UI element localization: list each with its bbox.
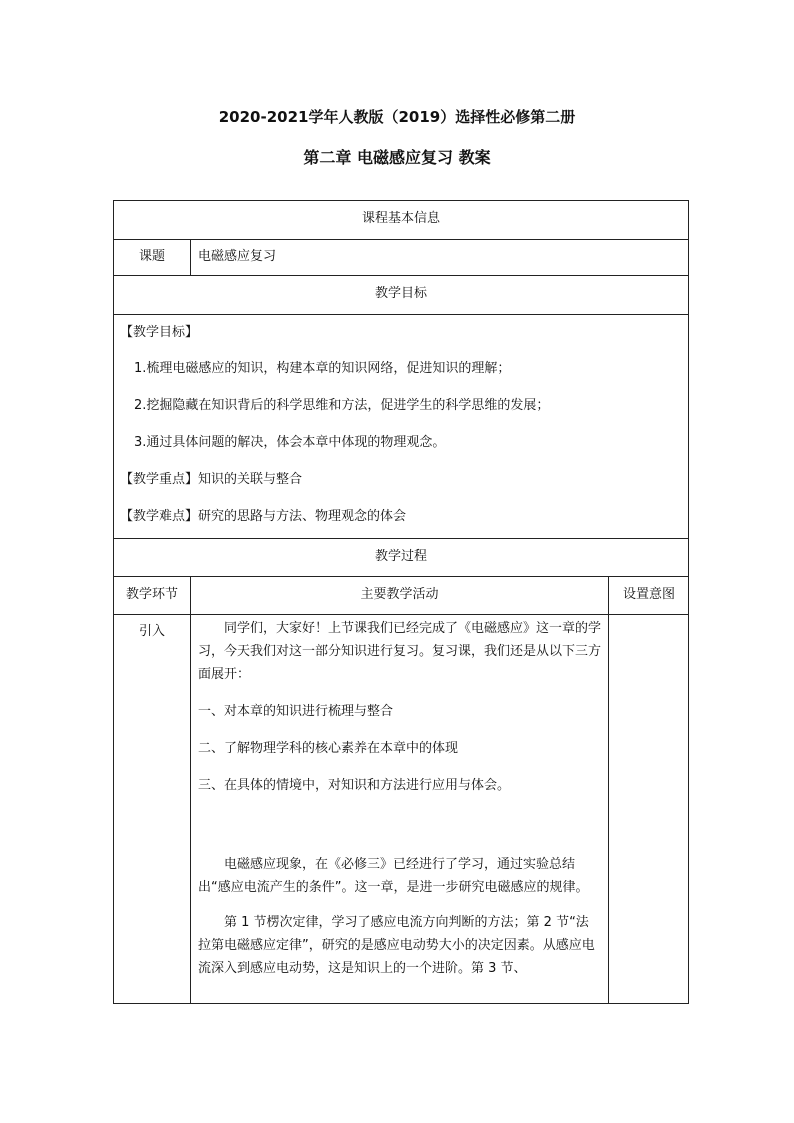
process-header-row: [114, 539, 688, 577]
topic-label: 课题: [114, 240, 191, 275]
column-header-row: [114, 577, 688, 615]
difficulty-label: 【教学难点】: [120, 509, 199, 524]
key-point: [120, 468, 302, 487]
intro-list-item: 一、对本章的知识进行梳理与整合: [198, 704, 394, 719]
intro-paragraph-3: 第 1 节楞次定律，学习了感应电流方向判断的方法；第 2 节“法拉第电磁感应定律”，研究的是感应电动势大小的决定因素。从感应电流深入到感应电动势，这是知识上的一个进阶。第 3 节、: [198, 915, 595, 976]
goals-header: 教学目标: [374, 286, 427, 301]
goal-item: 1.梳理电磁感应的知识，构建本章的知识网络，促进知识的理解；: [134, 361, 511, 376]
intro-paragraph-2: 电磁感应现象，在《必修三》已经进行了学习，通过实验总结出“感应电流产生的条件”。这一章，是进一步研究电磁感应的规律。: [198, 857, 589, 895]
intro-list-item: 三、在具体的情境中，对知识和方法进行应用与体会。: [198, 778, 511, 793]
goals-heading: 【教学目标】: [120, 325, 199, 340]
intro-list-item: 二、了解物理学科的核心素养在本章中的体现: [198, 741, 459, 756]
basic-info-header-row: [114, 201, 688, 240]
topic-row: [114, 240, 688, 276]
key-point-label: 【教学重点】: [120, 472, 199, 487]
document-subtitle: 第二章 电磁感应复习 教案: [303, 148, 491, 167]
difficulty-text: 研究的思路与方法、物理观念的体会: [198, 509, 407, 524]
intro-row: [114, 615, 688, 1004]
difficulty-point: [120, 505, 406, 524]
goals-content-row: [114, 315, 688, 539]
goal-item: 2.挖掘隐藏在知识背后的科学思维和方法，促进学生的科学思维的发展；: [134, 398, 550, 413]
goal-item: 3.通过具体问题的解决，体会本章中体现的物理观念。: [134, 435, 446, 450]
column-header-activity: 主要教学活动: [191, 577, 609, 614]
column-header-purpose: 设置意图: [622, 587, 675, 602]
document-title: 2020-2021学年人教版（2019）选择性必修第二册: [218, 108, 576, 126]
intro-purpose: [609, 615, 689, 1004]
topic-value: 电磁感应复习: [198, 249, 277, 264]
key-point-text: 知识的关联与整合: [198, 472, 303, 487]
column-header-stage: 教学环节: [114, 577, 191, 614]
intro-paragraph-1: 同学们，大家好！上节课我们已经完成了《电磁感应》这一章的学习，今天我们对这一部分知识进行复习。复习课，我们还是从以下三方面展开：: [198, 621, 602, 682]
lesson-plan-table: [113, 200, 689, 1004]
intro-stage: 引入: [114, 615, 191, 1004]
process-header: 教学过程: [374, 549, 427, 564]
basic-info-header: 课程基本信息: [361, 211, 440, 226]
intro-activity: [191, 615, 609, 1004]
goals-header-row: [114, 276, 688, 315]
